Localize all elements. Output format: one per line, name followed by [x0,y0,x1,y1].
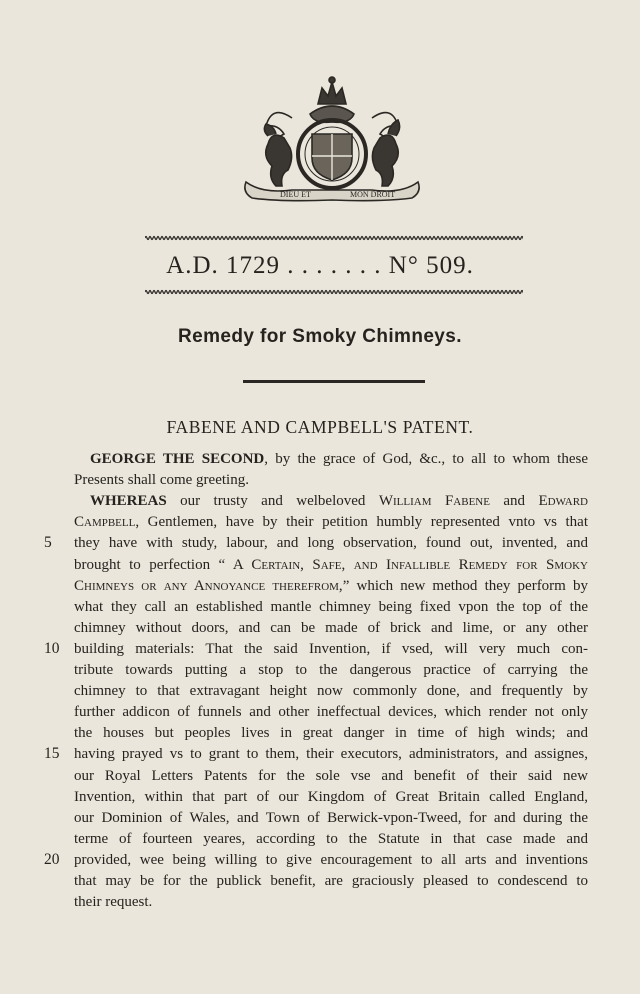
line-number: 5 [44,534,52,552]
body-text-segment: GEORGE THE SECOND [90,451,265,467]
body-text-segment: Presents shall come greeting. [74,472,249,489]
body-line [74,745,588,763]
body-text-segment: what they call an established mantle chimney being fixed vpon the top of the [74,598,588,615]
body-text-segment: our Royal Letters Patents for the sole vse and benefit of their said new [74,767,588,784]
title-rule [243,380,425,383]
body-line [74,619,588,637]
body-text-segment: tribute towards putting a stop to the dangerous practice of carrying the [74,662,588,678]
body-line [74,682,588,700]
body-line [74,872,588,890]
line-number: 20 [44,850,60,868]
body-line [90,450,588,468]
body-text-segment: and [489,493,539,510]
wavy-rule-top [145,235,523,241]
body-text-segment: ” which new method they perform by [342,577,588,594]
body-text-segment: their request. [74,894,153,911]
body-text-segment: , by the grace of God, &c., to all to whom these [264,451,588,467]
body-text-segment: the houses but peoples lives in great danger in time of high winds; and [74,725,588,742]
line-number: 15 [44,745,60,763]
body-text-segment: our Dominion of Wales, and Town of Berwick-vpon-Tweed, for and during the [74,809,588,826]
body-text-segment: building materials: That the said Invention, if vsed, will very much con- [74,640,588,657]
body-text-segment: terme of fourteen yeares, according to the Statute in that case made and [74,830,588,847]
body-text-segment: provided, wee being willing to give encouragement to all arts and inventions [74,851,588,868]
body-text-segment: WHEREAS [90,493,167,510]
wavy-rule-bottom [145,289,523,295]
line-number: 10 [44,639,60,657]
body-line [74,661,588,679]
body-text-segment: Edward [538,493,588,510]
body-line [74,767,588,785]
body-line [74,640,588,658]
body-line [74,809,588,827]
body-line [74,577,588,595]
patent-title: Remedy for Smoky Chimneys. [178,326,462,347]
body-line [74,724,588,742]
body-line [74,513,588,531]
motto-left: DIEU ET [280,190,311,199]
body-text-segment: , Gentlemen, have by their petition humbly represented vnto vs that [135,514,588,531]
body-text-segment: Campbell [74,514,136,531]
body-text-segment: our trusty and welbeloved [166,493,379,510]
body-line [74,598,588,616]
body-line [90,492,588,510]
body-text-segment: having prayed vs to grant to them, their executors, administrators, and assignes, [74,746,588,763]
body-text-segment: Chimneys or any Annoyance therefrom, [74,577,343,594]
body-text-segment: Invention, within that part of our Kingdom of Great Britain called England, [74,788,588,805]
body-line [74,703,588,721]
body-text-segment: William Fabene [378,493,490,510]
patent-number-heading: A.D. 1729 . . . . . . . N° 509. [166,252,474,279]
royal-coat-of-arms [232,74,432,204]
body-line [74,851,588,869]
motto-right: MON DROIT [350,190,396,199]
body-line [74,471,588,489]
body-line [74,534,588,552]
body-text-segment: Certain, Safe, and Infallible Remedy for Smoky [251,556,588,573]
body-text-segment: they have with study, labour, and long observation, found out, invented, and [74,535,588,552]
body-text-segment: brought to perfection “ A [74,556,252,573]
body-text-segment: chimney to that extravagant height now commonly done, and frequently by [74,683,588,700]
patent-holders-heading: FABENE AND CAMPBELL'S PATENT. [166,417,474,437]
body-line [74,788,588,806]
body-line [74,556,588,574]
body-text-segment: further addicon of funnels and other ineffectual devices, which render not only [74,704,588,721]
body-line [74,830,588,848]
body-text-segment: chimney without doors, and can be made of brick and lime, or any other [74,619,588,636]
body-text-segment: that may be for the publick benefit, are graciously pleased to condescend to [74,873,588,889]
body-line [74,893,588,911]
